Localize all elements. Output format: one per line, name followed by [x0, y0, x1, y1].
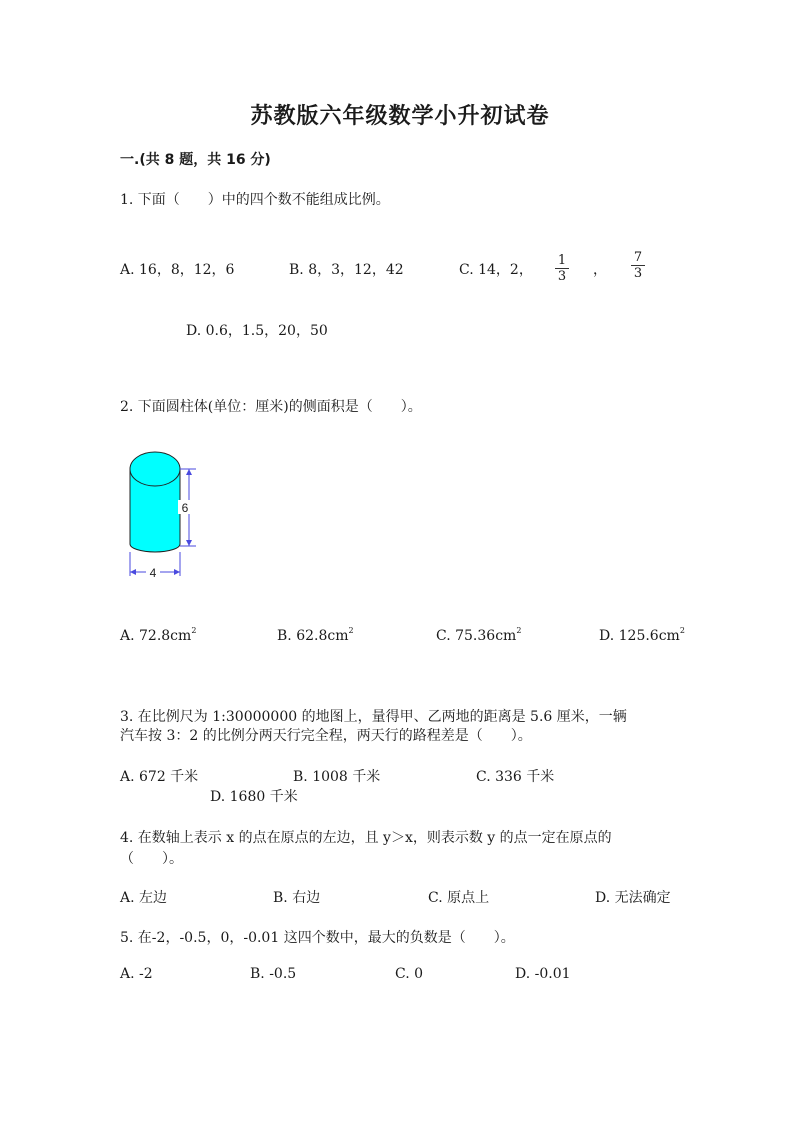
question-2-option-b[interactable]: [277, 628, 354, 644]
fraction-denominator: 3: [633, 266, 643, 281]
option-text: C. 75.36cm: [436, 628, 517, 644]
question-3-text-line1: 3. 在比例尺为 1:30000000 的地图上，量得甲、乙两地的距离是 5.6 厘米，一辆: [120, 709, 627, 725]
page-title: 苏教版六年级数学小升初试卷: [250, 104, 550, 129]
unit-exponent: 2: [516, 626, 522, 635]
question-2-option-a[interactable]: [120, 628, 196, 644]
question-2-text: 2. 下面圆柱体(单位：厘米)的侧面积是（ ）。: [120, 399, 422, 415]
cylinder-top: [130, 452, 180, 486]
question-5-option-d[interactable]: D. -0.01: [515, 966, 571, 982]
question-4-option-d[interactable]: D. 无法确定: [595, 890, 671, 906]
question-5-option-b[interactable]: B. -0.5: [250, 966, 297, 982]
unit-exponent: 2: [679, 626, 685, 635]
fraction-one-third: [555, 254, 569, 283]
question-3-option-c[interactable]: C. 336 千米: [476, 769, 555, 785]
question-4-text-line2: （ ）。: [120, 851, 183, 867]
question-1-option-d[interactable]: D. 0.6，1.5，20，50: [186, 323, 328, 339]
fraction-denominator: 3: [557, 269, 567, 284]
question-5-option-c[interactable]: C. 0: [395, 966, 424, 982]
fraction-seven-thirds: [631, 251, 645, 280]
fraction-numerator: 1: [557, 253, 567, 268]
question-4-option-c[interactable]: C. 原点上: [428, 890, 490, 906]
question-4-option-b[interactable]: B. 右边: [273, 890, 321, 906]
height-label: 6: [181, 501, 189, 515]
option-text: D. 125.6cm: [599, 628, 680, 644]
question-3-option-d[interactable]: D. 1680 千米: [210, 789, 298, 805]
question-3-option-b[interactable]: B. 1008 千米: [293, 769, 381, 785]
section-heading: 一.(共 8 题，共 16 分): [120, 152, 271, 168]
option-text: B. 62.8cm: [277, 628, 349, 644]
unit-exponent: 2: [348, 626, 354, 635]
question-4-text-line1: 4. 在数轴上表示 x 的点在原点的左边，且 y＞x，则表示数 y 的点一定在原点的: [120, 830, 612, 846]
question-1-text: 1. 下面（ ）中的四个数不能组成比例。: [120, 192, 390, 208]
fraction-separator: ，: [593, 262, 607, 278]
option-text: A. 72.8cm: [120, 628, 192, 644]
question-4-option-a[interactable]: A. 左边: [120, 890, 168, 906]
unit-exponent: 2: [191, 626, 197, 635]
cylinder-figure: [118, 440, 208, 582]
question-3-option-a[interactable]: A. 672 千米: [120, 769, 199, 785]
question-2-option-d[interactable]: [599, 628, 685, 644]
diameter-label: 4: [149, 566, 157, 580]
fraction-numerator: 7: [633, 250, 643, 265]
question-2-option-c[interactable]: [436, 628, 521, 644]
question-5-text: 5. 在-2，-0.5，0，-0.01 这四个数中，最大的负数是（ ）。: [120, 930, 515, 946]
question-5-option-a[interactable]: A. -2: [120, 966, 153, 982]
question-1-option-c[interactable]: C. 14，2，: [459, 262, 533, 278]
question-3-text-line2: 汽车按 3：2 的比例分两天行完全程，两天行的路程差是（ ）。: [120, 728, 532, 744]
question-1-option-b[interactable]: B. 8，3，12，42: [289, 262, 404, 278]
question-1-option-a[interactable]: A. 16，8，12，6: [120, 262, 235, 278]
